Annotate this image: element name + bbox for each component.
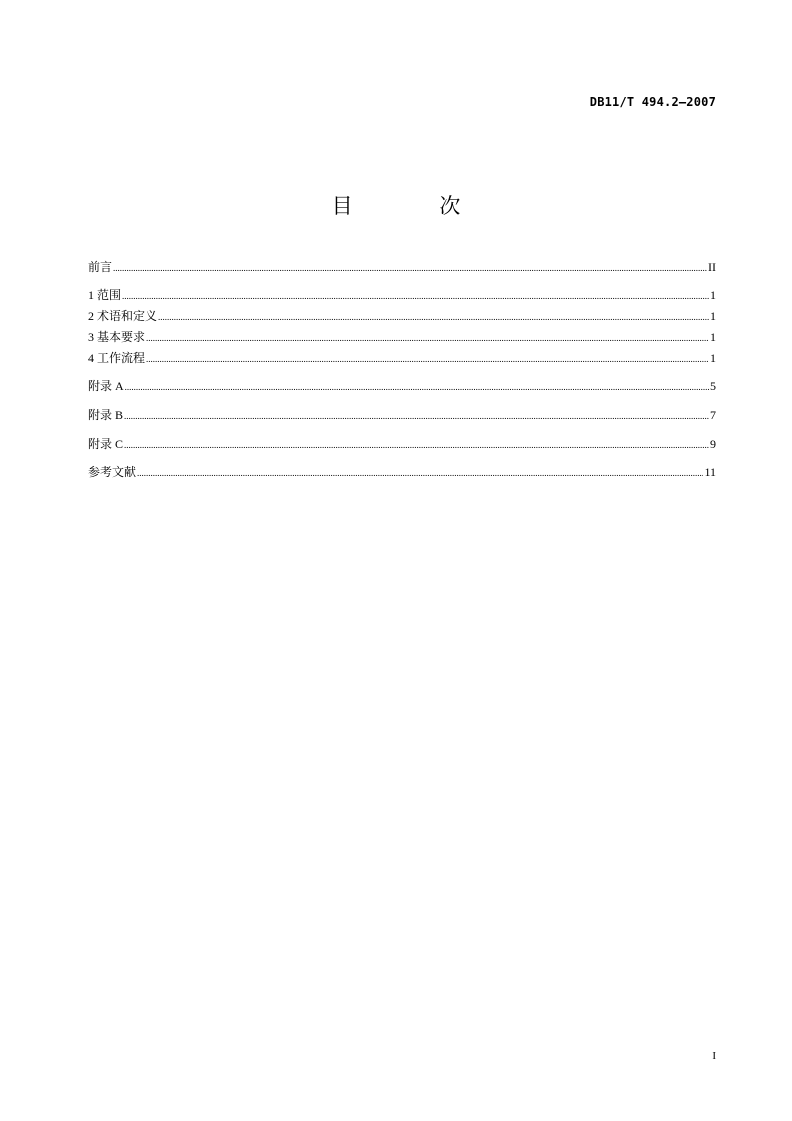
toc-entry-appendix-a[interactable] — [88, 378, 716, 394]
toc-entry-page: 1 — [710, 351, 716, 365]
toc-entry-label: 附录 B — [88, 408, 124, 422]
toc-leader-dots — [124, 408, 709, 424]
standard-number: DB11/T 494.2—2007 — [589, 95, 716, 109]
toc-entry-page: 11 — [704, 465, 716, 479]
toc-entry-page: 9 — [710, 437, 716, 451]
toc-entry-scope[interactable] — [88, 287, 716, 303]
toc-leader-dots — [125, 379, 709, 395]
toc-entry-appendix-c[interactable] — [88, 436, 716, 452]
toc-entry-label: 参考文献 — [88, 465, 137, 479]
toc-entry-references[interactable] — [88, 464, 716, 480]
toc-entry-workflow[interactable] — [88, 350, 716, 366]
toc-entry-appendix-b[interactable] — [88, 407, 716, 423]
toc-leader-dots — [124, 437, 709, 453]
toc-entry-label: 附录 A — [88, 379, 124, 393]
toc-entry-label: 4 工作流程 — [88, 351, 146, 365]
toc-entry-page: 1 — [710, 330, 716, 344]
toc-entry-page: 1 — [710, 309, 716, 323]
toc-entry-label: 2 术语和定义 — [88, 309, 158, 323]
toc-leader-dots — [158, 309, 709, 325]
toc-entry-label: 3 基本要求 — [88, 330, 146, 344]
toc-entry-page: 7 — [710, 408, 716, 422]
toc-entry-basic-requirements[interactable] — [88, 329, 716, 345]
toc-entry-label: 1 范围 — [88, 288, 122, 302]
toc-entry-page: 5 — [710, 379, 716, 393]
toc-leader-dots — [113, 260, 707, 276]
toc-leader-dots — [146, 330, 709, 346]
toc-entry-page: 1 — [710, 288, 716, 302]
toc-entry-page: II — [708, 260, 716, 274]
toc-entry-preface[interactable] — [88, 259, 716, 275]
toc-entry-terms[interactable] — [88, 308, 716, 324]
toc-leader-dots — [146, 351, 709, 367]
toc-entry-label: 附录 C — [88, 437, 124, 451]
toc-heading: 目 次 — [331, 194, 501, 218]
page-number: I — [712, 1050, 716, 1062]
toc-leader-dots — [122, 288, 709, 304]
toc-entry-label: 前言 — [88, 260, 113, 274]
toc-leader-dots — [137, 465, 703, 481]
